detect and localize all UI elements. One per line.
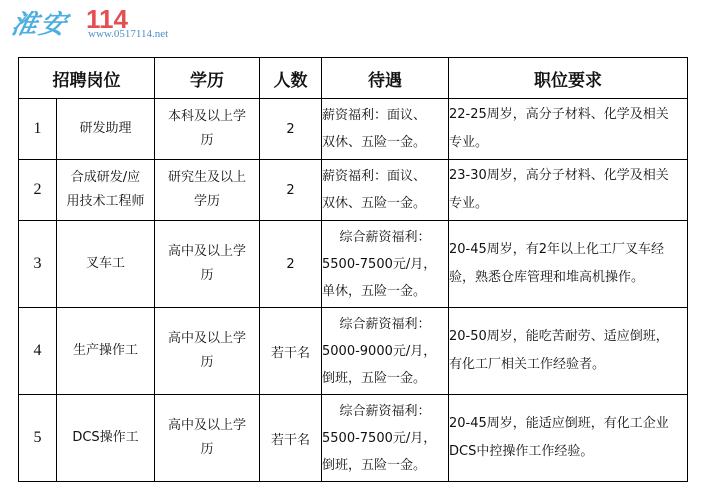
count-cell: 2 xyxy=(260,99,322,160)
header-benefits: 待遇 xyxy=(322,58,449,99)
position-text: 合成研发/应 xyxy=(70,170,141,185)
count-cell: 若干名 xyxy=(260,395,322,482)
benefits-text: 5500-7500元/月， xyxy=(322,256,437,272)
position-cell xyxy=(57,99,155,160)
watermark-number: 114 xyxy=(86,4,128,34)
benefits-text: 综合薪资福利： xyxy=(339,403,431,419)
watermark-url: www.0517114.net xyxy=(88,28,169,40)
benefits-text: 薪资福利：面议、 xyxy=(322,108,427,123)
education-text: 历 xyxy=(200,355,214,370)
requirements-text: 23-30周岁，高分子材料、化学及相关 xyxy=(449,168,669,183)
requirements-text: 22-25周岁，高分子材料、化学及相关 xyxy=(449,107,669,122)
benefits-text: 薪资福利：面议、 xyxy=(322,169,427,184)
requirements-text: 专业。 xyxy=(449,135,489,150)
education-text: 学历 xyxy=(193,194,220,209)
education-cell xyxy=(155,160,260,221)
education-text: 历 xyxy=(200,133,214,148)
benefits-text: 综合薪资福利： xyxy=(339,316,431,332)
benefits-text: 双休、五险一金。 xyxy=(322,196,427,211)
position-text: 用技术工程师 xyxy=(66,194,145,209)
position-text: 生产操作工 xyxy=(72,343,138,358)
row-number: 4 xyxy=(19,308,57,395)
count-cell: 若干名 xyxy=(260,308,322,395)
benefits-cell xyxy=(322,221,449,308)
education-cell xyxy=(155,308,260,395)
requirements-cell xyxy=(449,308,688,395)
row-number: 5 xyxy=(19,395,57,482)
requirements-text: 有化工厂相关工作经验者。 xyxy=(449,357,606,372)
table-row xyxy=(19,221,688,308)
benefits-text: 综合薪资福利： xyxy=(339,229,431,245)
benefits-cell xyxy=(322,395,449,482)
requirements-text: 验，熟悉仓库管理和堆高机操作。 xyxy=(449,270,645,285)
requirements-text: 20-45周岁，有2年以上化工厂叉车经 xyxy=(449,242,665,257)
position-cell xyxy=(57,160,155,221)
education-cell xyxy=(155,99,260,160)
row-number: 3 xyxy=(19,221,57,308)
benefits-text: 倒班，五险一金。 xyxy=(322,370,427,386)
benefits-text: 5500-7500元/月， xyxy=(322,430,437,446)
header-education: 学历 xyxy=(155,58,260,99)
education-cell xyxy=(155,221,260,308)
position-text: 叉车工 xyxy=(85,256,125,271)
header-requirements: 职位要求 xyxy=(449,58,688,99)
header-count: 人数 xyxy=(260,58,322,99)
position-text: DCS操作工 xyxy=(72,430,139,445)
row-number: 1 xyxy=(19,99,57,160)
requirements-text: 专业。 xyxy=(449,196,489,211)
position-cell xyxy=(57,308,155,395)
requirements-cell xyxy=(449,395,688,482)
position-text: 研发助理 xyxy=(79,121,132,136)
education-text: 本科及以上学 xyxy=(167,109,246,124)
position-cell xyxy=(57,221,155,308)
requirements-text: 20-50周岁，能吃苦耐劳、适应倒班， xyxy=(449,329,669,344)
table-row xyxy=(19,395,688,482)
table-row xyxy=(19,308,688,395)
education-text: 历 xyxy=(200,442,214,457)
table-header-row xyxy=(19,58,688,99)
position-cell xyxy=(57,395,155,482)
education-text: 高中及以上学 xyxy=(167,331,246,346)
benefits-cell xyxy=(322,160,449,221)
requirements-cell xyxy=(449,99,688,160)
education-cell xyxy=(155,395,260,482)
benefits-cell xyxy=(322,99,449,160)
requirements-text: DCS中控操作工作经验。 xyxy=(449,444,594,459)
requirements-text: 20-45周岁，能适应倒班，有化工企业 xyxy=(449,416,669,431)
benefits-text: 单休，五险一金。 xyxy=(322,283,427,299)
education-text: 高中及以上学 xyxy=(167,244,246,259)
site-watermark-logo xyxy=(4,2,214,42)
count-cell: 2 xyxy=(260,221,322,308)
table-row xyxy=(19,99,688,160)
count-cell: 2 xyxy=(260,160,322,221)
recruitment-table xyxy=(18,57,688,482)
header-position: 招聘岗位 xyxy=(19,58,155,99)
requirements-cell xyxy=(449,221,688,308)
education-text: 研究生及以上 xyxy=(167,170,246,185)
education-text: 历 xyxy=(200,268,214,283)
table-row xyxy=(19,160,688,221)
benefits-cell xyxy=(322,308,449,395)
row-number: 2 xyxy=(19,160,57,221)
education-text: 高中及以上学 xyxy=(167,418,246,433)
watermark-name: 淮安 xyxy=(8,10,71,40)
benefits-text: 5000-9000元/月， xyxy=(322,343,437,359)
benefits-text: 双休、五险一金。 xyxy=(322,135,427,150)
requirements-cell xyxy=(449,160,688,221)
benefits-text: 倒班，五险一金。 xyxy=(322,457,427,473)
